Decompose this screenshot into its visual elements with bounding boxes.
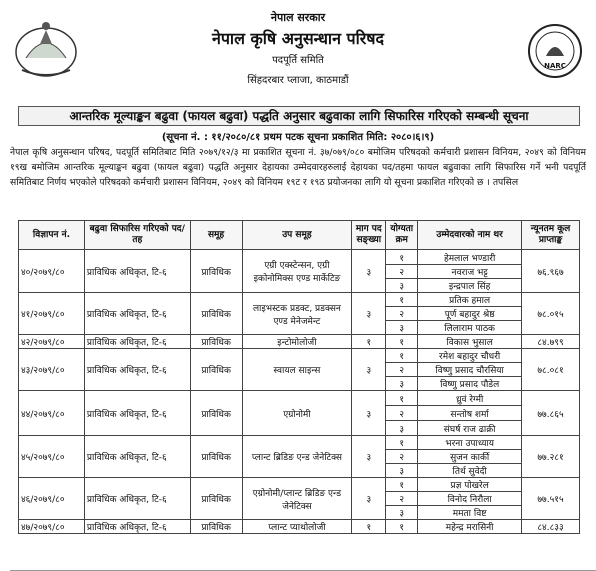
notice-body: नेपाल कृषि अनुसन्धान परिषद, पदपूर्ति समितिबाट मिति २०७९/१२/३ मा प्रकाशित सूचना नं. ३७/०७९/०८० बमोजिम परिषदको कर्मचारी प्रशासन विनियम, २०४९ को विनियम १९ख बमोजिम आन्तरिक मूल्याङ्कन बढुवा (फायल बढुवा) पद्धति अनुसार देहायका उम्मेदवारहरुलाई देहायका पद/तहमा फायल बढुवाका लागि सिफारिस गर्ने भनी पदपूर्ति समितिबाट निर्णय भएकोले परिषदको कर्मचारी प्रशासन विनियम, २०४९ को विनियम १९ट र १९ठ प्रयोजनका लागि यो सूचना प्रकाशित गरिएको छ । तपसिल: [10, 147, 586, 188]
candidate-name: संघर्ष राज ढाक्री: [418, 421, 522, 436]
merit-rank: ३: [386, 279, 418, 293]
recommended-post: प्राविधिक अधिकृत, टि-६: [84, 293, 190, 335]
gov-name: नेपाल सरकार: [270, 11, 326, 24]
table-row: [19, 391, 580, 406]
candidate-name: सन्तोष शर्मा: [418, 406, 522, 421]
subgroup-name: प्लान्ट ब्रिडिङ एन्ड जेनेटिक्स: [242, 436, 352, 478]
group-name: प्राविधिक: [190, 478, 242, 520]
demand-count: १: [352, 520, 386, 534]
table-header-row: [19, 221, 580, 250]
minimum-score: ७७.८६५: [522, 391, 580, 436]
merit-rank: २: [386, 363, 418, 377]
candidate-name: हेमलाल भण्डारी: [418, 250, 522, 265]
group-name: प्राविधिक: [190, 250, 242, 293]
demand-count: ३: [352, 391, 386, 436]
recommended-post: प्राविधिक अधिकृत, टि-६: [84, 478, 190, 520]
col-header-rank: योग्यता क्रम: [386, 221, 418, 250]
demand-count: १: [352, 335, 386, 349]
merit-rank: १: [386, 335, 418, 349]
merit-rank: २: [386, 307, 418, 321]
col-header-demand: माग पद सङ्ख्या: [352, 221, 386, 250]
candidate-name: विकास भुसाल: [418, 335, 522, 349]
merit-rank: १: [386, 436, 418, 450]
recommended-post: प्राविधिक अधिकृत, टि-६: [84, 436, 190, 478]
merit-rank: १: [386, 478, 418, 492]
advert-number: ४२/२०७९/८०: [19, 335, 85, 349]
merit-rank: ३: [386, 421, 418, 436]
col-header-subgroup: उप समूह: [242, 221, 352, 250]
table-body: [19, 250, 580, 534]
subgroup-name: प्लान्ट प्याथोलोजी: [242, 520, 352, 534]
org-name: नेपाल कृषि अनुसन्धान परिषद: [211, 29, 385, 48]
subgroup-name: लाइभस्टक प्रडक्ट, प्रडक्सन एण्ड मेनेजमेन्ट: [242, 293, 352, 335]
candidate-name: नवराज भट्ट: [418, 265, 522, 279]
merit-rank: ३: [386, 377, 418, 391]
merit-rank: २: [386, 492, 418, 506]
advert-number: ४६/२०७९/८०: [19, 478, 85, 520]
recommended-post: प्राविधिक अधिकृत, टि-६: [84, 250, 190, 293]
group-name: प्राविधिक: [190, 335, 242, 349]
candidate-name: इन्द्रपाल सिंह: [418, 279, 522, 293]
advert-number: ४०/२०७९/८०: [19, 250, 85, 293]
merit-rank: १: [386, 520, 418, 534]
subgroup-name: इन्टोमोलोजी: [242, 335, 352, 349]
candidate-name: ध्रुवं रेग्मी: [418, 391, 522, 406]
minimum-score: ७७.५१५: [522, 478, 580, 520]
advert-number: ४७/२०७९/८०: [19, 520, 85, 534]
merit-rank: ३: [386, 506, 418, 520]
merit-rank: १: [386, 293, 418, 307]
table-row: [19, 335, 580, 349]
col-header-post: बढुवा सिफारिस गरिएको पद/तह: [84, 221, 190, 250]
subgroup-name: एग्रोनोमी: [242, 391, 352, 436]
merit-rank: १: [386, 391, 418, 406]
minimum-score: ७८.०८१: [522, 349, 580, 391]
merit-rank: ३: [386, 321, 418, 335]
logo-text: NARC: [544, 62, 566, 70]
notice-page: [10, 8, 586, 564]
group-name: प्राविधिक: [190, 520, 242, 534]
notice-number: (सूचना नं. : ११/२०८०/८१ प्रथम पटक सूचना प्रकाशित मिति: २०८०।६।९): [161, 132, 435, 143]
candidate-name: लिलाराम पाठक: [418, 321, 522, 335]
demand-count: ३: [352, 250, 386, 293]
subgroup-name: स्वायल साइन्स: [242, 349, 352, 391]
table-row: [19, 293, 580, 307]
merit-rank: २: [386, 450, 418, 464]
minimum-score: ७८.०१५: [522, 293, 580, 335]
notice-title: आन्तरिक मूल्याङ्कन बढुवा (फायल बढुवा) पद्धति अनुसार बढुवाका लागि सिफारिस गरिएको सम्बन्धी सूचना: [18, 106, 580, 126]
minimum-score: ७७.२८१: [522, 436, 580, 478]
recommended-post: प्राविधिक अधिकृत, टि-६: [84, 391, 190, 436]
minimum-score: ८४.८३३: [522, 520, 580, 534]
candidate-name: पूर्ण बहादुर श्रेष्ठ: [418, 307, 522, 321]
committee-name: पदपूर्ति समिति: [272, 55, 324, 66]
group-name: प्राविधिक: [190, 293, 242, 335]
table-row: [19, 436, 580, 450]
candidate-name: विष्णु प्रसाद चौरसिया: [418, 363, 522, 377]
col-header-score: न्यूनतम कूल प्राप्ताङ्क: [522, 221, 580, 250]
recommended-post: प्राविधिक अधिकृत, टि-६: [84, 349, 190, 391]
group-name: प्राविधिक: [190, 349, 242, 391]
candidate-name: विनोद निरौला: [418, 492, 522, 506]
candidate-name: प्रज्ञ पोखरेल: [418, 478, 522, 492]
group-name: प्राविधिक: [190, 436, 242, 478]
letterhead: [10, 10, 586, 106]
recommended-post: प्राविधिक अधिकृत, टि-६: [84, 335, 190, 349]
merit-rank: १: [386, 250, 418, 265]
merit-rank: ३: [386, 464, 418, 478]
col-header-name: उम्मेदवारको नाम थर: [418, 221, 522, 250]
recommended-post: प्राविधिक अधिकृत, टि-६: [84, 520, 190, 534]
merit-rank: २: [386, 406, 418, 421]
org-address: सिंहदरबार प्लाजा, काठमाडौं: [247, 75, 349, 86]
merit-rank: २: [386, 265, 418, 279]
candidate-name: भरना उपाध्याय: [418, 436, 522, 450]
table-row: [19, 250, 580, 265]
candidate-name: तिर्थ सुवेदी: [418, 464, 522, 478]
merit-rank: १: [386, 349, 418, 363]
subgroup-name: एग्री एक्स्टेन्सन, एग्री इकोनोमिक्स एण्ड मार्केटिङ: [242, 250, 352, 293]
candidate-name: विष्णु प्रसाद पौडेल: [418, 377, 522, 391]
subgroup-name: एग्रोनोमी/प्लान्ट ब्रिडिङ एन्ड जेनेटिक्स: [242, 478, 352, 520]
demand-count: ३: [352, 478, 386, 520]
advert-number: ४४/२०७९/८०: [19, 391, 85, 436]
candidate-name: ममता विष्ट: [418, 506, 522, 520]
recommendation-table: [18, 220, 580, 534]
candidate-name: सुजन कार्की: [418, 450, 522, 464]
candidate-name: महेन्द्र मरासिनी: [418, 520, 522, 534]
advert-number: ४५/२०७९/८०: [19, 436, 85, 478]
table-row: [19, 478, 580, 492]
demand-count: ३: [352, 349, 386, 391]
minimum-score: ७६.९६७: [522, 250, 580, 293]
demand-count: ३: [352, 436, 386, 478]
table-row: [19, 520, 580, 534]
minimum-score: ८४.७९९: [522, 335, 580, 349]
candidate-name: प्रतिक हमाल: [418, 293, 522, 307]
demand-count: ३: [352, 293, 386, 335]
narc-logo-icon: [526, 22, 584, 80]
advert-number: ४३/२०७९/८०: [19, 349, 85, 391]
nepal-emblem-icon: [12, 18, 80, 80]
candidate-name: रमेश बहादुर चौधरी: [418, 349, 522, 363]
table-row: [19, 349, 580, 363]
col-header-adv: विज्ञापन नं.: [19, 221, 85, 250]
advert-number: ४१/२०७९/८०: [19, 293, 85, 335]
col-header-group: समूह: [190, 221, 242, 250]
group-name: प्राविधिक: [190, 391, 242, 436]
